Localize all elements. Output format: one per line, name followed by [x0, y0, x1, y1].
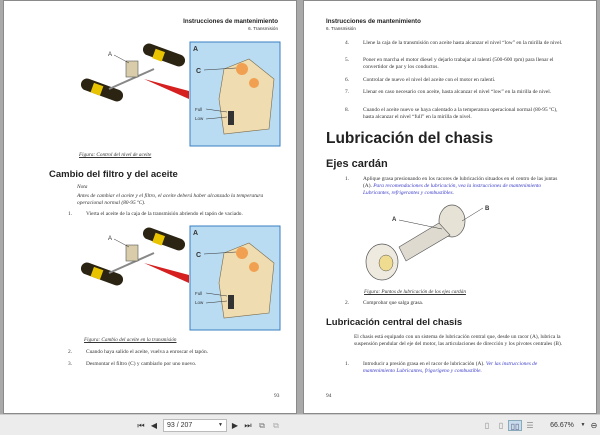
two-page-continuous-icon: ☰	[526, 421, 534, 430]
header-title: Instrucciones de mantenimiento	[326, 18, 421, 25]
page-number: 93	[274, 393, 280, 399]
step-4: 4. Llene la caja de la transmisión con aceite hasta alcanzar el nivel “low” en la mirilla de nivel.	[345, 40, 563, 46]
cardan-step-1: 1. Aplique grasa presionando en los racores de lubricación situados en el centro de las juntas (A). Para recomendaciones de lubricación, vea la instrucciones de mantenimiento Lubricantes, refrigerantes y combustibles.	[345, 176, 558, 196]
previous-view-button[interactable]	[257, 420, 267, 431]
note-label: Nota	[77, 184, 88, 190]
cardan-shaft-figure	[354, 199, 504, 289]
svg-text:A: A	[193, 46, 199, 53]
svg-text:A: A	[108, 236, 113, 242]
viewer-toolbar	[0, 414, 600, 435]
lubricants-link[interactable]: Para recomendaciones de lubricación, vea la instrucciones de mantenimiento Lubricantes, refrigerantes y combustibles.	[363, 183, 542, 196]
step-3: 3. Desmontar el filtro (C) y cambiarlo por uno nuevo.	[68, 361, 197, 367]
two-page-view-button[interactable]	[508, 420, 522, 431]
step-5: 5. Poner en marcha el motor diesel y dejarlo trabajar al ralentí (500-600 rpm) para llenar el convertidor de par y los conductos.	[345, 57, 554, 70]
page-94	[303, 0, 597, 414]
step-2: 2. Cuando haya salido el aceite, vuelva a enroscar el tapón.	[68, 349, 208, 355]
transmission-oil-level-figure	[74, 39, 284, 149]
subsection-title: Ejes cardán	[326, 158, 388, 170]
two-page-continuous-button[interactable]	[525, 420, 535, 431]
previous-view-icon: ⧉	[259, 421, 265, 430]
previous-page-button[interactable]	[149, 420, 159, 431]
last-page-button[interactable]	[243, 420, 253, 431]
two-page-icon: ▯▯	[510, 422, 520, 431]
svg-text:Full: Full	[195, 107, 203, 112]
svg-text:Low: Low	[195, 116, 204, 121]
page-number: 94	[326, 393, 332, 399]
svg-text:C: C	[196, 252, 202, 259]
label-a: A	[108, 52, 113, 58]
figure-caption: Figura: Control del nivel de aceite	[79, 152, 152, 158]
svg-text:A: A	[392, 217, 397, 223]
figure-caption: Figura: Puntos de lubricación de los ejes cardán	[364, 289, 466, 295]
zoom-out-icon: ⊖	[590, 421, 598, 430]
next-page-button[interactable]	[230, 420, 240, 431]
header-subtitle: 6. Transmisión	[326, 26, 356, 31]
step-8: 8. Cuando el aceite nuevo se haya calentado a la temperatura operacional normal (80-95 ºC), hasta alcanzar el nivel “full” en la mirilla de nivel.	[345, 107, 558, 120]
subsection-title: Lubricación central del chasis	[326, 317, 463, 328]
previous-page-icon: ◀	[150, 421, 158, 430]
header-title: Instrucciones de mantenimiento	[183, 18, 278, 25]
page-93	[3, 0, 297, 414]
note-text: Antes de cambiar el aceite y el filtro, el aceite deberá haber alcanzado la temperatura operacional normal (80-95 ºC).	[77, 193, 264, 206]
step-1: 1. Vierta el aceite de la caja de la transmisión abriendo el tapón de vaciado.	[68, 211, 243, 217]
zoom-level[interactable]: 66.67%	[550, 422, 574, 429]
zoom-out-button[interactable]	[588, 420, 600, 431]
next-view-button[interactable]	[271, 420, 281, 431]
figure-caption: Figura: Cambio del aceite en la transmisión	[84, 337, 177, 343]
page-number-input[interactable]: 93 / 207 ▼	[163, 419, 227, 432]
zoom-dropdown-button[interactable]	[580, 420, 586, 431]
cardan-step-2: 2. Comprobar que salga grasa.	[345, 300, 424, 306]
svg-text:C: C	[196, 68, 202, 75]
first-page-icon: ⏮	[137, 421, 145, 430]
step-7: 7. Llenar en caso necesario con aceite, hasta alcanzar el nivel “low” en la mirilla de nivel.	[345, 89, 552, 95]
central-step-1: 1. Introducir a presión grasa en el racor de lubricación (A). Ver las instrucciones de mantenimiento Lubricantes, frigorígeno y combustible.	[345, 361, 538, 374]
svg-text:Full: Full	[195, 291, 203, 296]
continuous-icon: ▯	[498, 421, 504, 430]
chevron-down-icon: ▼	[218, 422, 223, 428]
section-title: Cambio del filtro y del aceite	[49, 169, 178, 180]
drivetrain-illustration	[79, 42, 189, 103]
svg-text:A: A	[193, 230, 199, 237]
continuous-view-button[interactable]	[496, 420, 506, 431]
next-view-icon: ⧉	[273, 421, 279, 430]
next-page-icon: ▶	[231, 421, 239, 430]
single-page-view-button[interactable]	[482, 420, 492, 431]
section-title: Lubricación del chasis	[326, 130, 494, 147]
last-page-icon: ⏭	[244, 421, 252, 430]
svg-text:B: B	[485, 206, 490, 212]
step-6: 6. Controlar de nuevo el nivel del aceite con el motor en ralentí.	[345, 77, 496, 83]
single-page-icon: ▯	[484, 421, 490, 430]
chevron-down-icon: ▼	[580, 422, 586, 428]
first-page-button[interactable]	[136, 420, 146, 431]
svg-text:Low: Low	[195, 300, 204, 305]
central-paragraph: El chasis está equipado con un sistema de lubricación central que, desde un racor (A), lubrica la suspensión pendular del eje del motor, las articulaciones de dirección y los pivotes centrales (B).	[354, 334, 563, 347]
header-subtitle: 6. Transmisión	[248, 26, 278, 31]
lubricants-link[interactable]: Ver las instrucciones de mantenimiento Lubricantes, frigorígeno y combustible.	[363, 361, 538, 374]
transmission-oil-change-figure	[74, 223, 284, 333]
